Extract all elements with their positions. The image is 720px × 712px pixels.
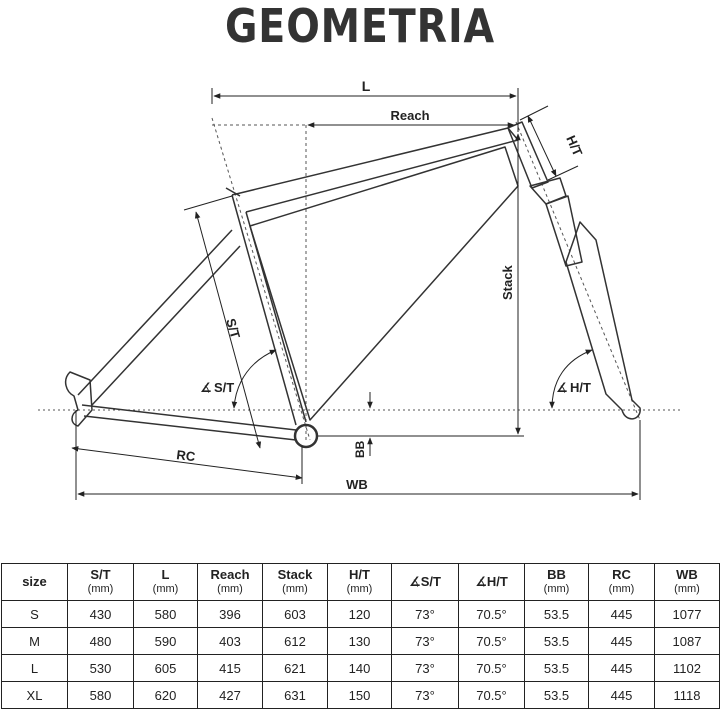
table-cell: 70.5°	[459, 682, 525, 709]
table-cell: L	[2, 655, 68, 682]
table-cell: 1118	[655, 682, 720, 709]
label-rc: RC	[175, 447, 197, 465]
table-cell: 605	[134, 655, 198, 682]
top-tube	[232, 128, 518, 212]
seat-stay	[78, 230, 240, 405]
table-cell: 603	[263, 601, 328, 628]
label-ht: H/T	[563, 133, 586, 159]
table-cell: 590	[134, 628, 198, 655]
table-cell: 120	[328, 601, 392, 628]
angle-icon-ht: ∡	[556, 380, 568, 395]
table-cell: 612	[263, 628, 328, 655]
label-st-angle: S/T	[214, 380, 235, 395]
header-size: size	[2, 564, 68, 601]
table-cell: 621	[263, 655, 328, 682]
table-cell: 396	[198, 601, 263, 628]
table-cell: 580	[68, 682, 134, 709]
header-rc: RC (mm)	[589, 564, 655, 601]
header-reach: Reach (mm)	[198, 564, 263, 601]
table-cell: 73°	[392, 655, 459, 682]
label-bb: BB	[353, 440, 367, 458]
ht-angle-arc	[552, 350, 592, 408]
header-ht: H/T (mm)	[328, 564, 392, 601]
table-cell: 53.5	[525, 682, 589, 709]
table-cell: 130	[328, 628, 392, 655]
table-cell: 73°	[392, 601, 459, 628]
down-tube	[250, 147, 518, 420]
table-cell: 430	[68, 601, 134, 628]
table-cell: 140	[328, 655, 392, 682]
header-l: L (mm)	[134, 564, 198, 601]
header-stack: Stack (mm)	[263, 564, 328, 601]
table-cell: S	[2, 601, 68, 628]
label-reach: Reach	[390, 108, 430, 123]
label-st: S/T	[223, 316, 244, 341]
table-cell: 53.5	[525, 628, 589, 655]
header-st-angle: ∡S/T	[392, 564, 459, 601]
table-cell: 150	[328, 682, 392, 709]
table-cell: 445	[589, 628, 655, 655]
table-cell: 53.5	[525, 655, 589, 682]
table-cell: 530	[68, 655, 134, 682]
table-cell: 445	[589, 601, 655, 628]
label-L: L	[361, 78, 371, 94]
table-cell: 70.5°	[459, 655, 525, 682]
label-wb: WB	[346, 477, 368, 492]
table-row	[2, 601, 720, 628]
angle-icon-st: ∡	[200, 380, 212, 395]
head-tube	[508, 122, 548, 188]
table-cell: 70.5°	[459, 601, 525, 628]
page-title: GEOMETRIA	[224, 0, 496, 53]
header-wb: WB (mm)	[655, 564, 720, 601]
table-row	[2, 682, 720, 709]
table-cell: M	[2, 628, 68, 655]
table-cell: 1102	[655, 655, 720, 682]
header-bb: BB (mm)	[525, 564, 589, 601]
table-cell: 403	[198, 628, 263, 655]
table-cell: 445	[589, 682, 655, 709]
header-st: S/T (mm)	[68, 564, 134, 601]
table-cell: 73°	[392, 682, 459, 709]
table-cell: XL	[2, 682, 68, 709]
table-cell: 445	[589, 655, 655, 682]
table-cell: 73°	[392, 628, 459, 655]
label-stack: Stack	[500, 265, 515, 300]
table-cell: 70.5°	[459, 628, 525, 655]
table-cell: 620	[134, 682, 198, 709]
table-cell: 427	[198, 682, 263, 709]
label-ht-angle: H/T	[570, 380, 591, 395]
table-cell: 415	[198, 655, 263, 682]
head-tube-axis	[516, 122, 640, 420]
dim-ht-tick-top	[520, 106, 548, 120]
table-cell: 580	[134, 601, 198, 628]
table-cell: 1077	[655, 601, 720, 628]
st-angle-arc	[234, 350, 276, 408]
table-cell: 480	[68, 628, 134, 655]
geometry-table	[1, 563, 720, 709]
table-cell: 53.5	[525, 601, 589, 628]
table-header-row	[2, 564, 720, 601]
header-ht-angle: ∡H/T	[459, 564, 525, 601]
rear-dropout	[66, 372, 92, 426]
dim-st-tick-top	[184, 196, 232, 210]
table-cell: 631	[263, 682, 328, 709]
table-cell: 1087	[655, 628, 720, 655]
table-row	[2, 628, 720, 655]
table-row	[2, 655, 720, 682]
